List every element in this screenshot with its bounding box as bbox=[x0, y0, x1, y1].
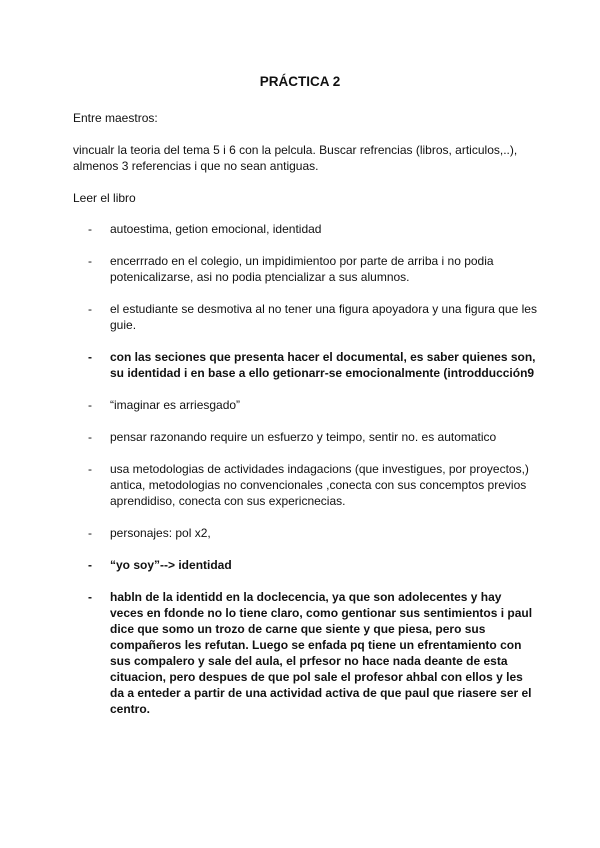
bullet-dash: - bbox=[88, 526, 92, 540]
bullet-dash: - bbox=[88, 590, 92, 604]
bullet-dash: - bbox=[88, 430, 92, 444]
bullet-item bbox=[88, 429, 538, 445]
bullet-text: personajes: pol x2, bbox=[110, 526, 211, 540]
bullet-dash: - bbox=[88, 462, 92, 476]
intro-task: vincualr la teoria del tema 5 i 6 con la pelcula. Buscar refrencias (libros, articulos,..), almenos 3 referencias i que no sean antiguas. bbox=[73, 143, 518, 173]
bullet-dash: - bbox=[88, 222, 92, 236]
bullet-item bbox=[88, 221, 538, 237]
bullet-item bbox=[88, 525, 538, 541]
bullet-dash: - bbox=[88, 398, 92, 412]
bullet-text: habln de la identidd en la doclecencia, ya que son adolecentes y hay veces en fdonde no lo tiene claro, como gentionar sus sentimientos i paul dice que somo un trozo de carne que siente y que piesa, pero sus compañeros les refutan. Luego se enfada pq tiene un efrentamiento con sus compalero y sale del aula, el prfesor no hace nada deante de esta cituacion, pero despues de que pol sale el profesor ahbal con ellos y les da a enteder a partir de una actividad activa de que paul que riasere ser el centro. bbox=[110, 590, 533, 716]
bullet-text: “yo soy”--> identidad bbox=[110, 558, 232, 572]
page-title: PRÁCTICA 2 bbox=[259, 74, 341, 89]
bullet-text: con las seciones que presenta hacer el documental, es saber quienes son, su identidad i en base a ello getionarr-se emocionalmente (introdducción9 bbox=[110, 350, 536, 380]
bullet-list bbox=[88, 221, 538, 717]
bullet-item bbox=[88, 557, 538, 573]
intro-read: Leer el libro bbox=[73, 191, 136, 205]
bullet-text: autoestima, getion emocional, identidad bbox=[110, 222, 322, 236]
bullet-text: encerrrado en el colegio, un impidimientoo por parte de arriba i no podia potenicalizarse, asi no podia ptencializar a sus alumnos. bbox=[110, 254, 494, 284]
bullet-dash: - bbox=[88, 350, 92, 364]
bullet-item bbox=[88, 349, 538, 381]
bullet-text: usa metodologias de actividades indagacions (que investigues, por proyectos,) antica, metodologias no convencionales ,conecta con sus concemptos previos aprendidiso, conecta con sus expericnecias. bbox=[110, 462, 529, 508]
bullet-item bbox=[88, 461, 538, 509]
bullet-item bbox=[88, 397, 538, 413]
intro-heading: Entre maestros: bbox=[73, 111, 158, 125]
bullet-dash: - bbox=[88, 302, 92, 316]
bullet-item bbox=[88, 589, 538, 717]
bullet-dash: - bbox=[88, 558, 92, 572]
bullet-text: “imaginar es arriesgado” bbox=[110, 398, 241, 412]
bullet-text: el estudiante se desmotiva al no tener una figura apoyadora y una figura que les guie. bbox=[110, 302, 537, 332]
bullet-item bbox=[88, 253, 538, 285]
bullet-dash: - bbox=[88, 254, 92, 268]
bullet-item bbox=[88, 301, 538, 333]
bullet-text: pensar razonando require un esfuerzo y teimpo, sentir no. es automatico bbox=[110, 430, 497, 444]
